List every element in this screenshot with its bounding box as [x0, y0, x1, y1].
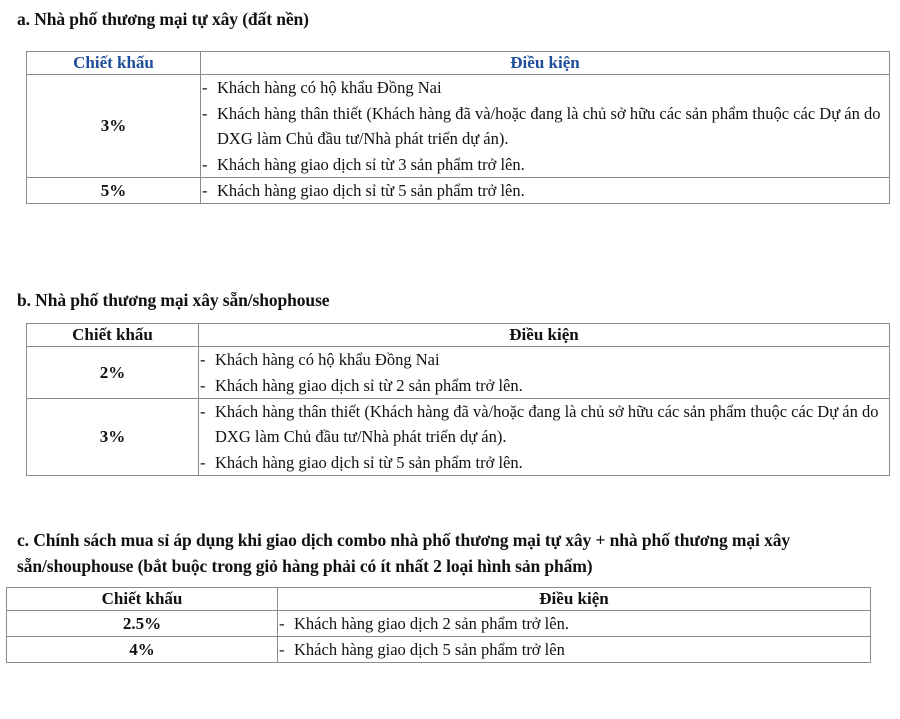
table-row: [27, 399, 890, 476]
list-item: - Khách hàng có hộ khẩu Đồng Nai: [199, 347, 889, 372]
section-b-heading: b. Nhà phố thương mại xây sẵn/shophouse: [17, 290, 330, 310]
table-header-row: [27, 52, 890, 75]
condition-list: [278, 637, 870, 662]
list-item: - Khách hàng giao dịch sỉ từ 5 sản phẩm trở lên.: [199, 450, 889, 475]
table-row: [27, 347, 890, 399]
table-row: [27, 178, 890, 204]
condition-cell: [199, 347, 890, 399]
condition-cell: [278, 611, 871, 637]
table-header-row: [27, 324, 890, 347]
column-header-discount: Chiết khấu: [27, 52, 201, 75]
discount-value: 4%: [7, 637, 278, 663]
table-row: [7, 637, 871, 663]
discount-value: 3%: [27, 75, 201, 178]
column-header-discount: Chiết khấu: [7, 588, 278, 611]
condition-cell: [201, 75, 890, 178]
column-header-condition: Điều kiện: [201, 52, 890, 75]
discount-table-b: [26, 323, 890, 476]
condition-cell: [201, 178, 890, 204]
condition-list: [201, 75, 889, 177]
condition-cell: [278, 637, 871, 663]
list-item: - Khách hàng thân thiết (Khách hàng đã và/hoặc đang là chủ sở hữu các sản phẩm thuộc các Dự án do DXG làm Chủ đầu tư/Nhà phát triển dự án).: [201, 101, 889, 151]
condition-list: [201, 178, 889, 203]
column-header-condition: Điều kiện: [278, 588, 871, 611]
table-row: [7, 611, 871, 637]
discount-value: 5%: [27, 178, 201, 204]
condition-cell: [199, 399, 890, 476]
list-item: - Khách hàng giao dịch sỉ từ 5 sản phẩm trở lên.: [201, 178, 889, 203]
condition-list: [199, 399, 889, 475]
list-item: - Khách hàng giao dịch sỉ từ 2 sản phẩm trở lên.: [199, 373, 889, 398]
section-a-heading: a. Nhà phố thương mại tự xây (đất nền): [17, 9, 309, 29]
list-item: - Khách hàng giao dịch 2 sản phẩm trở lên.: [278, 611, 870, 636]
list-item: - Khách hàng có hộ khẩu Đồng Nai: [201, 75, 889, 100]
condition-list: [278, 611, 870, 636]
condition-list: [199, 347, 889, 398]
list-item: - Khách hàng thân thiết (Khách hàng đã và/hoặc đang là chủ sở hữu các sản phẩm thuộc các Dự án do DXG làm Chủ đầu tư/Nhà phát triển dự án).: [199, 399, 889, 449]
table-header-row: [7, 588, 871, 611]
discount-value: 2.5%: [7, 611, 278, 637]
column-header-discount: Chiết khấu: [27, 324, 199, 347]
discount-table-c: [6, 587, 871, 663]
table-row: [27, 75, 890, 178]
column-header-condition: Điều kiện: [199, 324, 890, 347]
discount-value: 2%: [27, 347, 199, 399]
section-c-heading: c. Chính sách mua sỉ áp dụng khi giao dịch combo nhà phố thương mại tự xây + nhà phố thương mại xây sẵn/shouphouse (bắt buộc trong giỏ hàng phải có ít nhất 2 loại hình sản phẩm): [17, 530, 795, 576]
discount-value: 3%: [27, 399, 199, 476]
list-item: - Khách hàng giao dịch 5 sản phẩm trở lên: [278, 637, 870, 662]
discount-table-a: [26, 51, 890, 204]
list-item: - Khách hàng giao dịch sỉ từ 3 sản phẩm trở lên.: [201, 152, 889, 177]
